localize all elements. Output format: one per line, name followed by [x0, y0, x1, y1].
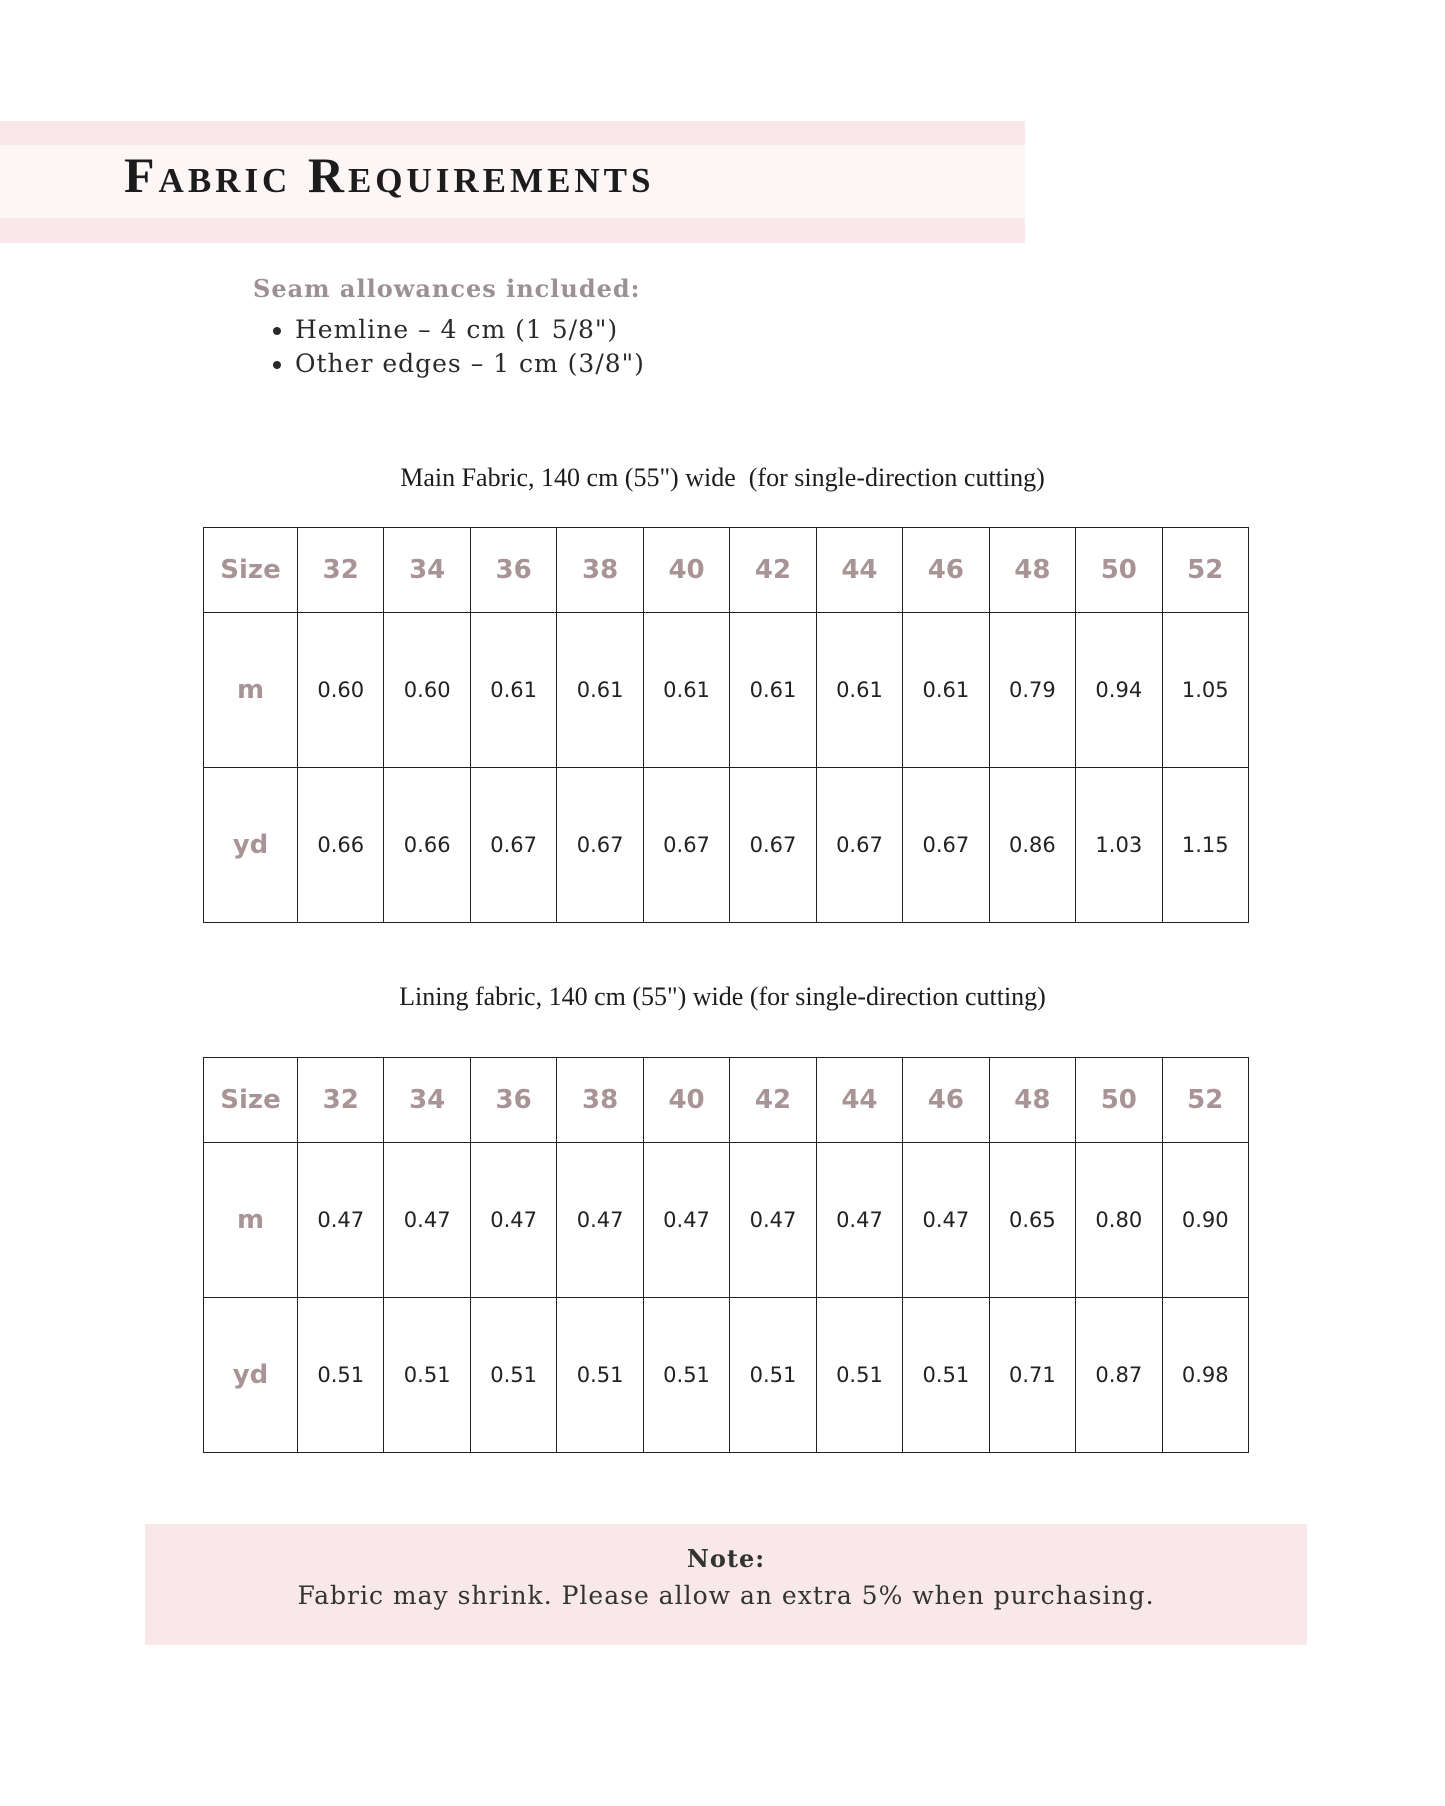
value-cell: 0.60	[384, 613, 470, 768]
value-cell: 0.51	[816, 1298, 902, 1453]
value-cell: 1.03	[1076, 768, 1162, 923]
size-cell: 50	[1076, 1058, 1162, 1143]
value-cell: 0.67	[730, 768, 816, 923]
list-item: • Other edges – 1 cm (3/8")	[295, 347, 645, 381]
value-cell: 1.15	[1162, 768, 1248, 923]
value-cell: 0.61	[470, 613, 556, 768]
seam-allowances	[253, 274, 645, 381]
lining-fabric-table	[203, 1057, 1249, 1453]
size-cell: 38	[557, 528, 643, 613]
value-cell: 0.51	[903, 1298, 989, 1453]
value-cell: 0.98	[1162, 1298, 1248, 1453]
table-row	[204, 613, 1249, 768]
size-cell: 44	[816, 528, 902, 613]
value-cell: 0.66	[384, 768, 470, 923]
value-cell: 0.51	[557, 1298, 643, 1453]
note-box	[145, 1524, 1307, 1645]
value-cell: 0.60	[298, 613, 384, 768]
value-cell: 0.87	[1076, 1298, 1162, 1453]
table-row	[204, 1298, 1249, 1453]
size-label-cell: Size	[204, 528, 298, 613]
value-cell: 1.05	[1162, 613, 1248, 768]
size-cell: 52	[1162, 528, 1248, 613]
value-cell: 0.79	[989, 613, 1075, 768]
size-cell: 42	[730, 528, 816, 613]
size-cell: 32	[298, 1058, 384, 1143]
size-cell: 32	[298, 528, 384, 613]
value-cell: 0.67	[643, 768, 729, 923]
value-cell: 0.94	[1076, 613, 1162, 768]
value-cell: 0.67	[557, 768, 643, 923]
value-cell: 0.61	[903, 613, 989, 768]
size-cell: 44	[816, 1058, 902, 1143]
value-cell: 0.47	[643, 1143, 729, 1298]
value-cell: 0.47	[470, 1143, 556, 1298]
table-header-row	[204, 528, 1249, 613]
value-cell: 0.90	[1162, 1143, 1248, 1298]
size-cell: 38	[557, 1058, 643, 1143]
size-cell: 34	[384, 1058, 470, 1143]
unit-cell: yd	[204, 768, 298, 923]
value-cell: 0.51	[730, 1298, 816, 1453]
value-cell: 0.65	[989, 1143, 1075, 1298]
value-cell: 0.51	[384, 1298, 470, 1453]
value-cell: 0.80	[1076, 1143, 1162, 1298]
size-cell: 46	[903, 528, 989, 613]
seam-allowances-heading: Seam allowances included:	[253, 274, 641, 303]
size-cell: 48	[989, 528, 1075, 613]
value-cell: 0.47	[298, 1143, 384, 1298]
page-title: Fabric Requirements	[124, 147, 655, 203]
table-row	[204, 768, 1249, 923]
value-cell: 0.61	[557, 613, 643, 768]
seam-allowances-list	[253, 313, 645, 381]
value-cell: 0.51	[298, 1298, 384, 1453]
main-fabric-caption: Main Fabric, 140 cm (55") wide (for single-direction cutting)	[400, 463, 1045, 492]
unit-cell: m	[204, 1143, 298, 1298]
note-text: Fabric may shrink. Please allow an extra 5% when purchasing.	[297, 1581, 1155, 1610]
value-cell: 0.47	[384, 1143, 470, 1298]
unit-cell: m	[204, 613, 298, 768]
size-cell: 36	[470, 1058, 556, 1143]
unit-cell: yd	[204, 1298, 298, 1453]
size-cell: 42	[730, 1058, 816, 1143]
table-row	[204, 1143, 1249, 1298]
value-cell: 0.61	[643, 613, 729, 768]
value-cell: 0.61	[816, 613, 902, 768]
value-cell: 0.61	[730, 613, 816, 768]
value-cell: 0.51	[643, 1298, 729, 1453]
size-cell: 48	[989, 1058, 1075, 1143]
size-cell: 36	[470, 528, 556, 613]
lining-fabric-caption: Lining fabric, 140 cm (55") wide (for single-direction cutting)	[399, 982, 1046, 1011]
value-cell: 0.47	[816, 1143, 902, 1298]
size-label-cell: Size	[204, 1058, 298, 1143]
size-cell: 46	[903, 1058, 989, 1143]
note-title: Note:	[686, 1544, 766, 1573]
value-cell: 0.47	[730, 1143, 816, 1298]
value-cell: 0.86	[989, 768, 1075, 923]
value-cell: 0.47	[903, 1143, 989, 1298]
value-cell: 0.67	[470, 768, 556, 923]
value-cell: 0.67	[903, 768, 989, 923]
value-cell: 0.71	[989, 1298, 1075, 1453]
value-cell: 0.66	[298, 768, 384, 923]
main-fabric-table	[203, 527, 1249, 923]
table-header-row	[204, 1058, 1249, 1143]
size-cell: 40	[643, 1058, 729, 1143]
value-cell: 0.51	[470, 1298, 556, 1453]
size-cell: 40	[643, 528, 729, 613]
value-cell: 0.47	[557, 1143, 643, 1298]
list-item: • Hemline – 4 cm (1 5/8")	[295, 313, 645, 347]
size-cell: 50	[1076, 528, 1162, 613]
value-cell: 0.67	[816, 768, 902, 923]
size-cell: 34	[384, 528, 470, 613]
size-cell: 52	[1162, 1058, 1248, 1143]
